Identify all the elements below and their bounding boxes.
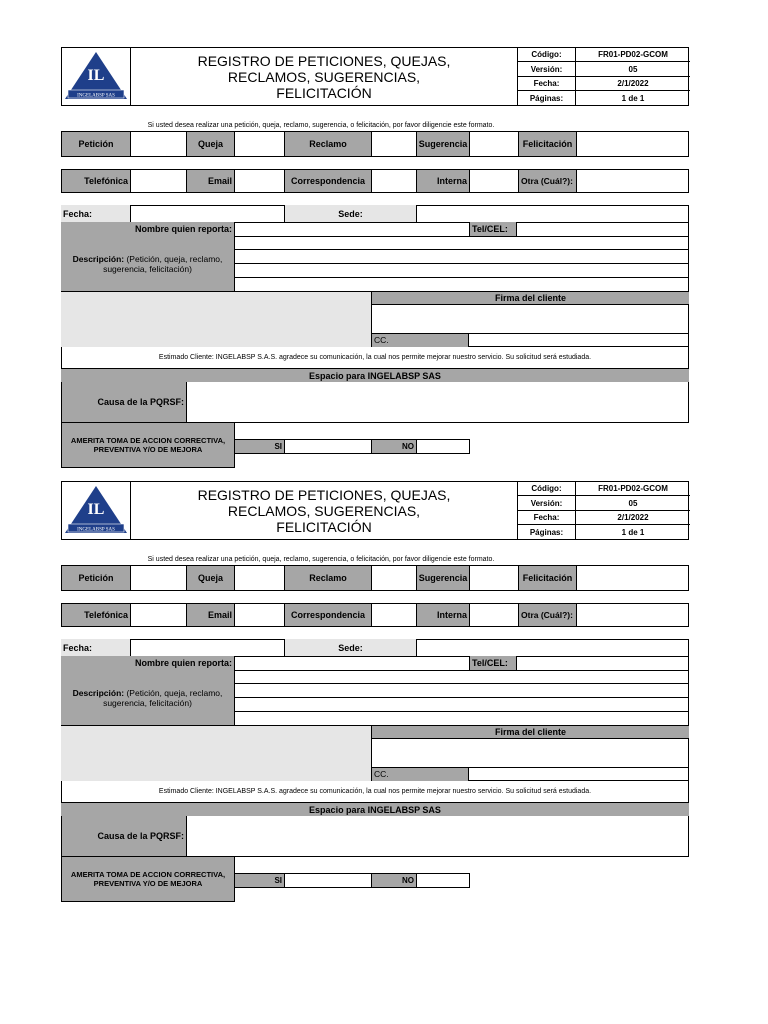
type-box-peticion[interactable]	[131, 131, 187, 157]
channel-box-interna[interactable]	[470, 603, 519, 627]
causa-field[interactable]	[187, 382, 689, 423]
type-box-reclamo[interactable]	[372, 565, 417, 591]
si-box[interactable]	[285, 873, 372, 888]
channel-box-correspondencia[interactable]	[372, 603, 417, 627]
si-box[interactable]	[285, 439, 372, 454]
type-label-peticion: Petición	[61, 131, 131, 157]
notes-area	[61, 726, 372, 781]
channel-box-telefonica[interactable]	[131, 169, 187, 193]
amerita-label: AMERITA TOMA DE ACCION CORRECTIVA, PREVENTIVA Y/O DE MEJORA	[61, 423, 235, 468]
logo-triangle-icon	[61, 481, 131, 540]
cc-field[interactable]	[469, 768, 689, 781]
type-label-felicitacion: Felicitación	[519, 131, 577, 157]
channel-label-correspondencia: Correspondencia	[285, 603, 372, 627]
meta-label-fecha: Fecha:	[533, 78, 560, 88]
type-label-queja: Queja	[187, 131, 235, 157]
causa-label: Causa de la PQRSF:	[61, 382, 187, 423]
instructions-text: Si usted desea realizar una petición, queja, reclamo, sugerencia, o felicitación, por favor diligencie este formato.	[147, 121, 495, 129]
fecha-label: Fecha:	[61, 205, 131, 222]
fecha-label: Fecha:	[61, 639, 131, 656]
tel-label: Tel/CEL:	[469, 222, 517, 236]
firma-field[interactable]	[372, 305, 689, 333]
descripcion-label	[61, 670, 235, 725]
channel-label-email: Email	[187, 603, 235, 627]
channel-box-otra[interactable]	[577, 169, 689, 193]
cc-label: CC.	[372, 334, 469, 347]
tel-field[interactable]	[517, 222, 689, 236]
type-box-peticion[interactable]	[131, 565, 187, 591]
type-label-reclamo: Reclamo	[285, 565, 372, 591]
channel-label-email: Email	[187, 169, 235, 193]
firma-field[interactable]	[372, 739, 689, 767]
type-label-felicitacion: Felicitación	[519, 565, 577, 591]
meta-label-paginas: Páginas:	[529, 94, 564, 103]
channel-box-telefonica[interactable]	[131, 603, 187, 627]
cc-field[interactable]	[469, 334, 689, 347]
type-box-queja[interactable]	[235, 565, 285, 591]
channel-box-correspondencia[interactable]	[372, 169, 417, 193]
logo-name: INGELABSP SAS	[77, 527, 115, 533]
cc-label: CC.	[372, 768, 469, 781]
amerita-label: AMERITA TOMA DE ACCION CORRECTIVA, PREVENTIVA Y/O DE MEJORA	[61, 857, 235, 902]
logo-initials: IL	[87, 501, 105, 518]
type-label-reclamo: Reclamo	[285, 131, 372, 157]
type-box-felicitacion[interactable]	[577, 131, 689, 157]
firma-label: Firma del cliente	[372, 292, 689, 305]
channel-label-telefonica: Telefónica	[61, 603, 131, 627]
nombre-field[interactable]	[235, 222, 469, 236]
logo-name: INGELABSP SAS	[77, 93, 115, 99]
notes-area	[61, 292, 372, 347]
type-box-sugerencia[interactable]	[470, 565, 519, 591]
channel-box-otra[interactable]	[577, 603, 689, 627]
logo	[61, 481, 131, 540]
descripcion-bold: Descripción:	[72, 253, 125, 264]
instructions-text: Si usted desea realizar una petición, queja, reclamo, sugerencia, o felicitación, por favor diligencie este formato.	[147, 555, 495, 563]
thanks-text: Estimado Cliente: INGELABSP S.A.S. agradece su comunicación, la cual nos permite mejorar nuestro servicio. Su solicitud será estudiada.	[61, 781, 689, 803]
sede-label: Sede:	[285, 205, 417, 222]
descripcion-label	[61, 236, 235, 291]
fecha-field[interactable]	[131, 639, 285, 656]
no-box[interactable]	[417, 873, 470, 888]
firma-label: Firma del cliente	[372, 726, 689, 739]
meta-value-codigo: FR01-PD02-GCOM	[598, 484, 668, 493]
channel-label-otra: Otra (Cuál?):	[519, 169, 577, 193]
logo-initials: IL	[87, 67, 105, 84]
causa-field[interactable]	[187, 816, 689, 857]
tel-field[interactable]	[517, 656, 689, 670]
type-label-sugerencia: Sugerencia	[417, 131, 470, 157]
logo-triangle-icon	[61, 47, 131, 106]
channel-label-correspondencia: Correspondencia	[285, 169, 372, 193]
meta-table	[517, 47, 689, 106]
meta-value-paginas: 1 de 1	[621, 528, 645, 537]
form-title: REGISTRO DE PETICIONES, QUEJAS, RECLAMOS, SUGERENCIAS, FELICITACIÓN	[197, 486, 451, 535]
meta-value-version: 05	[628, 64, 638, 74]
channel-label-interna: Interna	[417, 603, 470, 627]
espacio-header: Espacio para INGELABSP SAS	[61, 803, 689, 816]
channel-label-otra: Otra (Cuál?):	[519, 603, 577, 627]
nombre-field[interactable]	[235, 656, 469, 670]
meta-value-fecha: 2/1/2022	[617, 512, 649, 522]
nombre-label: Nombre quien reporta:	[61, 656, 235, 670]
channel-label-telefonica: Telefónica	[61, 169, 131, 193]
thanks-text: Estimado Cliente: INGELABSP S.A.S. agradece su comunicación, la cual nos permite mejorar nuestro servicio. Su solicitud será estudiada.	[61, 347, 689, 369]
descripcion-field[interactable]	[235, 670, 689, 725]
descripcion-rest: (Petición, queja, reclamo, sugerencia, felicitación)	[103, 687, 223, 708]
meta-value-codigo: FR01-PD02-GCOM	[598, 50, 668, 59]
si-label: SI	[235, 439, 285, 454]
form-title: REGISTRO DE PETICIONES, QUEJAS, RECLAMOS, SUGERENCIAS, FELICITACIÓN	[197, 52, 451, 101]
sede-label: Sede:	[285, 639, 417, 656]
meta-label-codigo: Código:	[531, 484, 562, 493]
sede-field[interactable]	[417, 205, 689, 222]
type-box-felicitacion[interactable]	[577, 565, 689, 591]
sede-field[interactable]	[417, 639, 689, 656]
channel-label-interna: Interna	[417, 169, 470, 193]
tel-label: Tel/CEL:	[469, 656, 517, 670]
meta-table	[517, 481, 689, 540]
meta-label-version: Versión:	[530, 498, 563, 508]
channel-box-email[interactable]	[235, 603, 285, 627]
type-box-reclamo[interactable]	[372, 131, 417, 157]
fecha-field[interactable]	[131, 205, 285, 222]
meta-value-paginas: 1 de 1	[621, 94, 645, 103]
no-label: NO	[372, 873, 417, 888]
meta-label-codigo: Código:	[531, 50, 562, 59]
causa-label: Causa de la PQRSF:	[61, 816, 187, 857]
nombre-label: Nombre quien reporta:	[61, 222, 235, 236]
meta-label-paginas: Páginas:	[529, 528, 564, 537]
type-label-peticion: Petición	[61, 565, 131, 591]
espacio-header: Espacio para INGELABSP SAS	[61, 369, 689, 382]
descripcion-rest: (Petición, queja, reclamo, sugerencia, felicitación)	[103, 253, 223, 274]
no-label: NO	[372, 439, 417, 454]
type-box-sugerencia[interactable]	[470, 131, 519, 157]
meta-value-version: 05	[628, 498, 638, 508]
si-label: SI	[235, 873, 285, 888]
channel-box-interna[interactable]	[470, 169, 519, 193]
meta-label-version: Versión:	[530, 64, 563, 74]
type-label-sugerencia: Sugerencia	[417, 565, 470, 591]
meta-value-fecha: 2/1/2022	[617, 78, 649, 88]
logo	[61, 47, 131, 106]
type-label-queja: Queja	[187, 565, 235, 591]
descripcion-bold: Descripción:	[72, 687, 125, 698]
channel-box-email[interactable]	[235, 169, 285, 193]
type-box-queja[interactable]	[235, 131, 285, 157]
meta-label-fecha: Fecha:	[533, 512, 560, 522]
descripcion-field[interactable]	[235, 236, 689, 291]
no-box[interactable]	[417, 439, 470, 454]
